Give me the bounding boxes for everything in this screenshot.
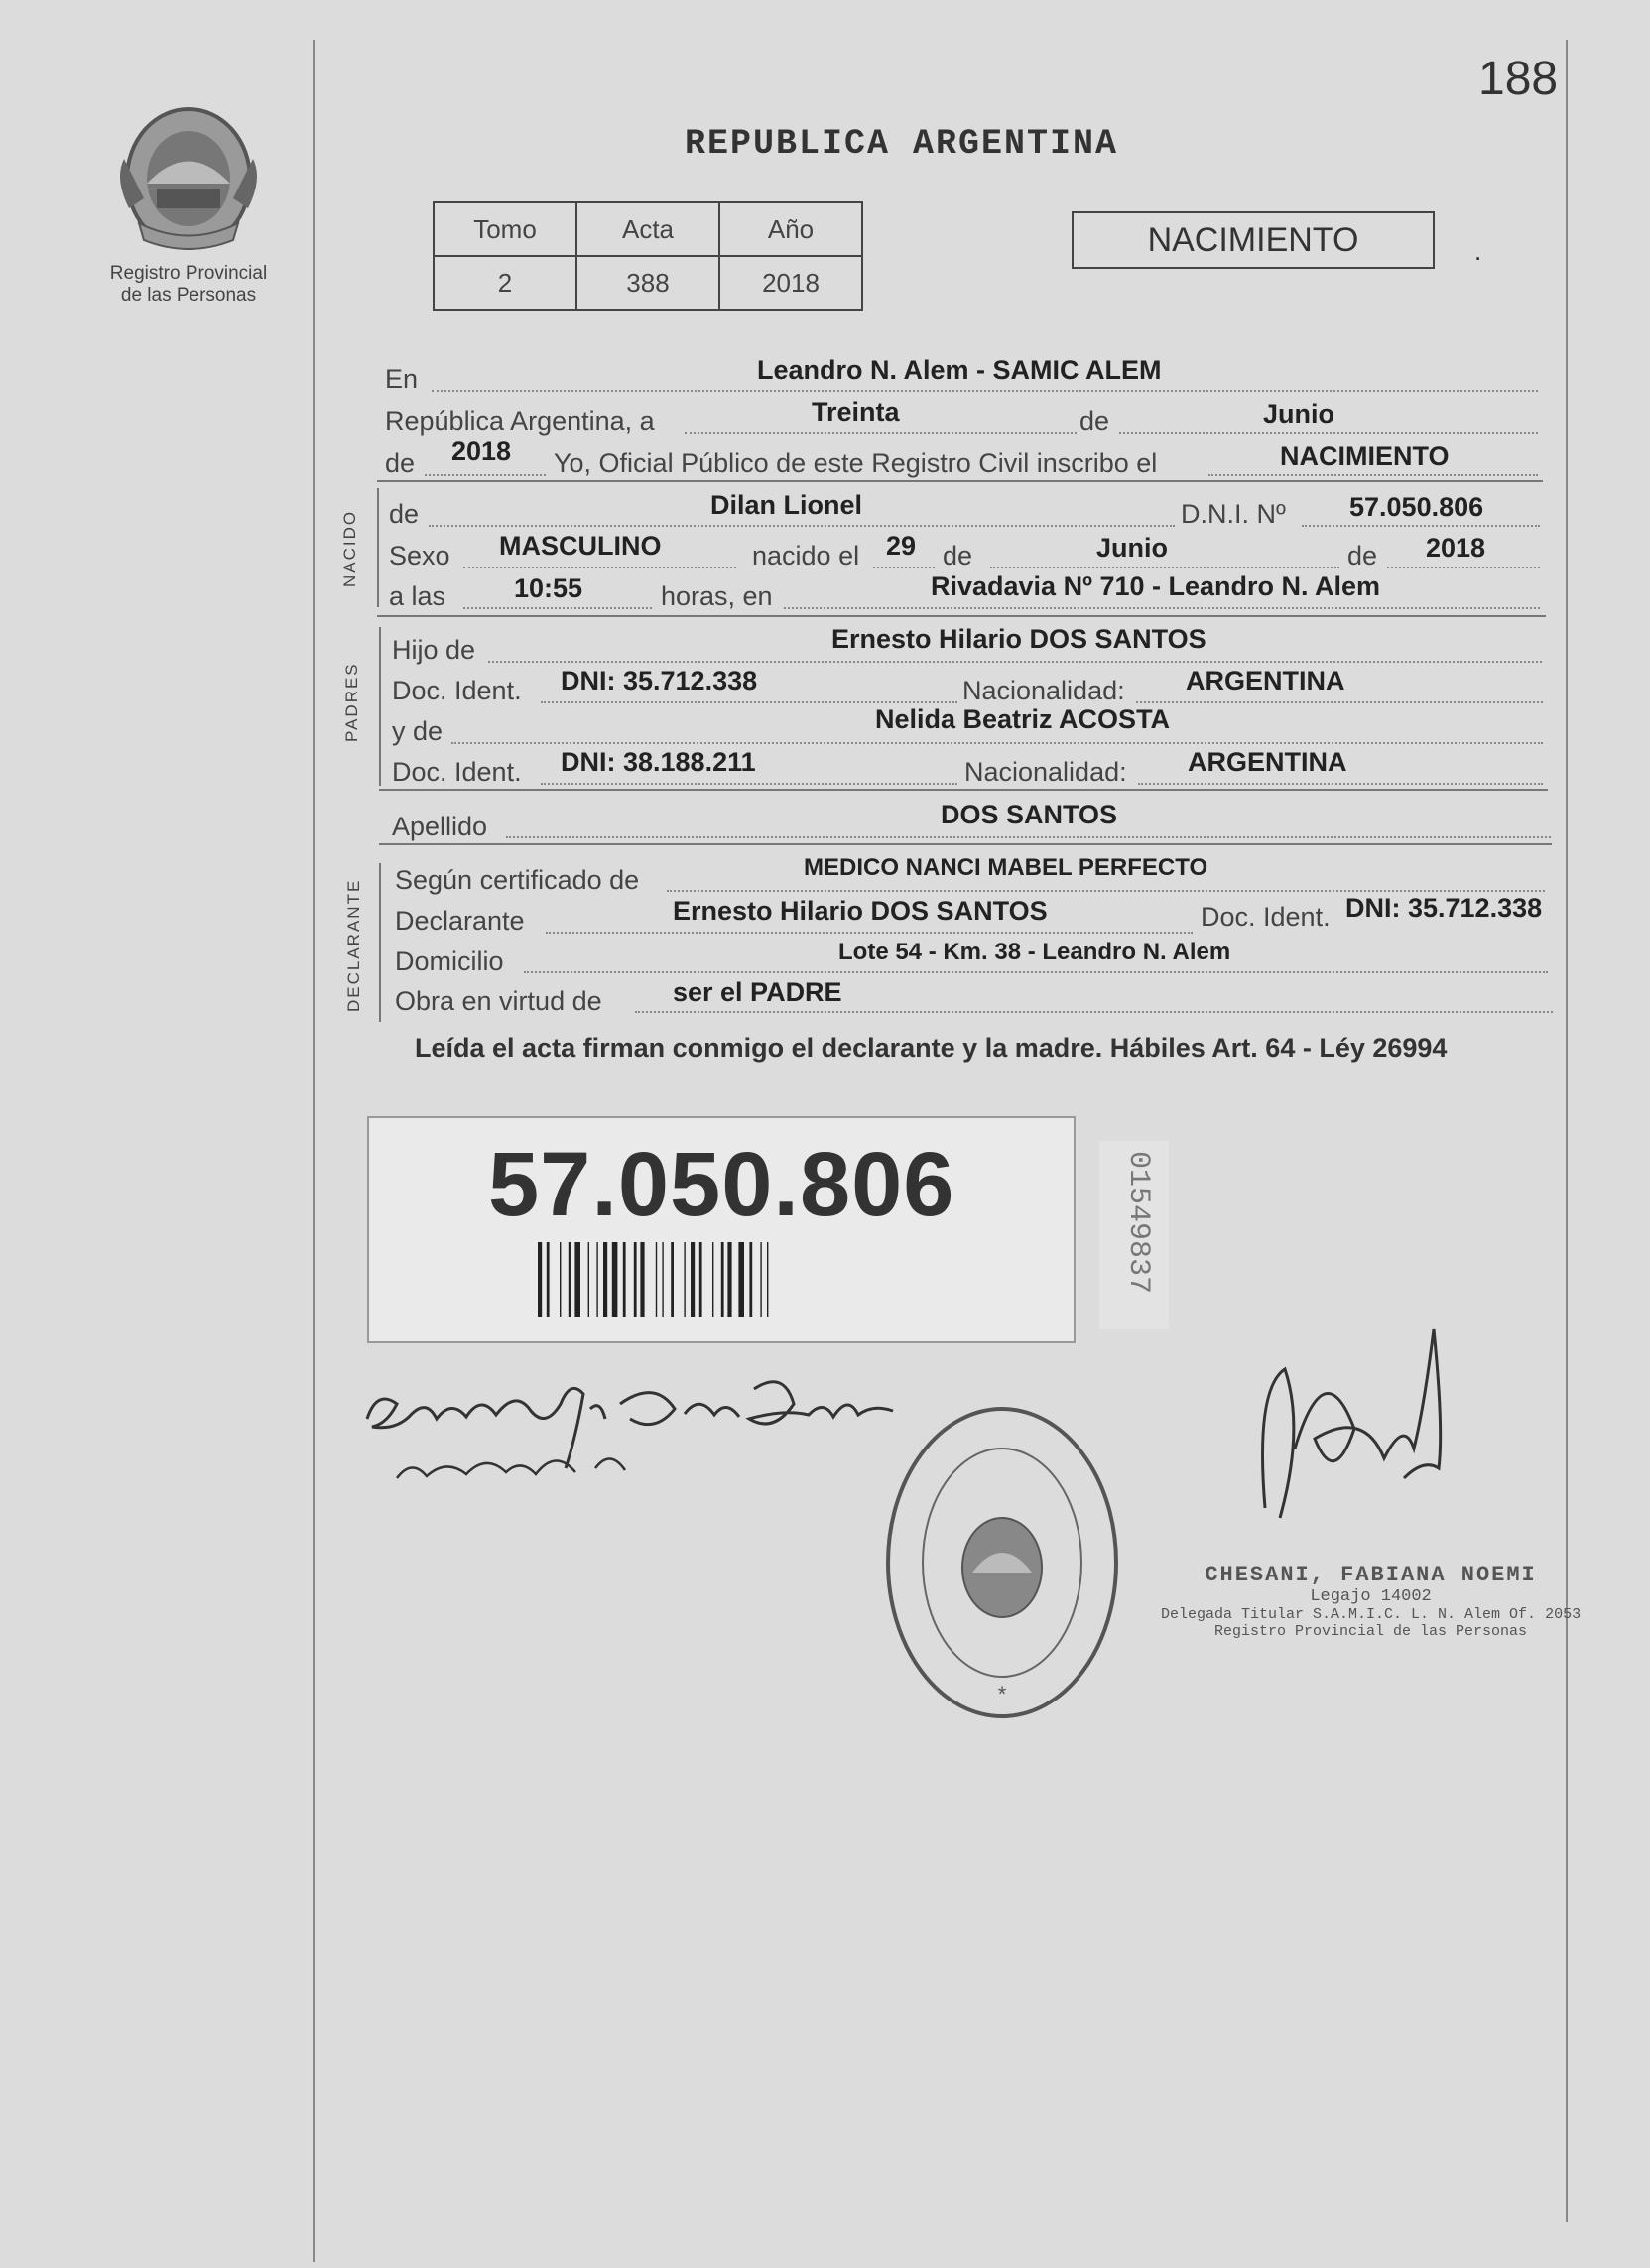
address-dotted-line — [524, 971, 1548, 973]
birth-year-value: 2018 — [1426, 533, 1486, 563]
signer-name: CHESANI, FABIANA NOEMI — [1205, 1563, 1537, 1587]
barcode-bar — [671, 1242, 674, 1317]
anio-header: Año — [719, 202, 862, 256]
document-title: REPUBLICA ARGENTINA — [685, 124, 1119, 164]
barcode-bar — [712, 1242, 713, 1317]
declarant-doc-value: DNI: 35.712.338 — [1345, 893, 1543, 923]
registry-caption-line1: Registro Provincial — [109, 263, 268, 284]
capacity-dotted-line — [635, 1011, 1553, 1013]
barcode-bar — [588, 1242, 589, 1317]
page-number: 188 — [1478, 53, 1559, 105]
nacido-section-line — [377, 488, 379, 607]
birth-day-value: 29 — [886, 531, 917, 561]
day-dotted-line — [685, 432, 1077, 434]
apellido-dotted-line — [506, 836, 1551, 838]
nacido-de-label-2: de — [943, 541, 973, 570]
place-value: Leandro N. Alem - SAMIC ALEM — [757, 355, 1162, 385]
official-registry-seal — [883, 1404, 1121, 1721]
month-value: Junio — [1263, 399, 1334, 429]
republica-label: República Argentina, a — [385, 406, 655, 436]
en-dotted-line — [432, 390, 1538, 392]
father-nat-label: Nacionalidad: — [962, 676, 1125, 705]
en-label: En — [385, 364, 419, 394]
record-type-box: NACIMIENTO — [1072, 211, 1435, 269]
declarant-doc-label: Doc. Ident. — [1201, 902, 1331, 932]
barcode-bar — [538, 1242, 542, 1317]
father-value: Ernesto Hilario DOS SANTOS — [831, 624, 1206, 654]
barcode-bar — [596, 1242, 597, 1317]
closing-text: Leída el acta firman conmigo el declarante y la madre. Hábiles Art. 64 - Léy 26994 — [415, 1033, 1448, 1063]
dni-dotted-line — [1302, 525, 1540, 527]
barcode-bar — [603, 1242, 607, 1317]
barcode-bar — [738, 1242, 744, 1317]
mother-doc-value: DNI: 38.188.211 — [561, 747, 756, 777]
time-dotted-line — [463, 607, 652, 609]
barcode-bar — [760, 1242, 761, 1317]
apellido-label: Apellido — [392, 812, 488, 841]
padres-section-line — [379, 627, 381, 786]
dni-label: D.N.I. Nº — [1181, 499, 1286, 529]
barcode-bar — [569, 1242, 571, 1317]
mother-doc-dotted-line — [541, 783, 957, 785]
svg-text:*: * — [997, 1682, 1007, 1706]
barcode-bar — [560, 1242, 561, 1317]
birth-place-dotted-line — [784, 607, 1540, 609]
signer-block — [1161, 1563, 1581, 1640]
y-de-label: y de — [392, 716, 444, 746]
barcode-bar — [727, 1242, 731, 1317]
child-dni-value: 57.050.806 — [1349, 492, 1484, 522]
birth-year-dotted-line — [1387, 567, 1540, 568]
mother-nat-dotted-line — [1138, 783, 1543, 785]
nacido-divider — [377, 615, 1546, 617]
left-margin-rule — [313, 40, 315, 2262]
father-doc-label: Doc. Ident. — [392, 676, 522, 705]
event-dotted-line — [1208, 474, 1538, 476]
father-nat-dotted-line — [1136, 701, 1543, 703]
signer-registry: Registro Provincial de las Personas — [1214, 1623, 1528, 1640]
father-doc-dotted-line — [541, 701, 957, 703]
declarante-section-line — [379, 863, 381, 1022]
officer-text: Yo, Oficial Público de este Registro Civil inscribo el — [554, 448, 1158, 478]
year-dotted-line — [425, 474, 546, 476]
acta-value: 388 — [576, 256, 719, 310]
signer-legajo: Legajo 14002 — [1310, 1587, 1432, 1606]
month-dotted-line — [1119, 432, 1538, 434]
day-value: Treinta — [812, 397, 900, 427]
acta-header: Acta — [576, 202, 719, 256]
barcode-bar — [574, 1242, 580, 1317]
barcode-bar — [662, 1242, 663, 1317]
tomo-header: Tomo — [434, 202, 576, 256]
mother-nat-label: Nacionalidad: — [964, 757, 1127, 787]
sex-value: MASCULINO — [499, 531, 662, 561]
sticker-dni-number: 57.050.806 — [488, 1134, 955, 1235]
declarant-value: Ernesto Hilario DOS SANTOS — [673, 896, 1048, 926]
tomo-value: 2 — [434, 256, 576, 310]
sex-dotted-line — [463, 567, 736, 568]
apellido-value: DOS SANTOS — [941, 800, 1118, 829]
apellido-divider — [379, 843, 1552, 845]
capacity-value: ser el PADRE — [673, 977, 842, 1007]
birth-month-dotted-line — [990, 567, 1339, 568]
barcode-bar — [721, 1242, 724, 1317]
de-label-2: de — [385, 448, 416, 478]
declarant-signature — [357, 1349, 913, 1508]
domicilio-label: Domicilio — [395, 946, 504, 976]
padres-section-label: PADRES — [342, 662, 361, 742]
cert-label: Según certificado de — [395, 865, 640, 895]
serial-sticker — [1099, 1141, 1169, 1329]
record-type-dot: . — [1474, 236, 1482, 266]
serial-number: 01549837 — [1121, 1151, 1155, 1295]
body-divider — [377, 480, 1543, 482]
dni-sticker — [367, 1116, 1076, 1343]
officer-signature — [1245, 1310, 1463, 1548]
barcode-bar — [656, 1242, 657, 1317]
child-name-value: Dilan Lionel — [710, 490, 863, 520]
barcode-bar — [640, 1242, 644, 1317]
birth-place-value: Rivadavia Nº 710 - Leandro N. Alem — [931, 571, 1381, 601]
name-dotted-line — [429, 525, 1175, 527]
registry-caption-line2: de las Personas — [120, 285, 257, 306]
nacido-de-label-3: de — [1347, 541, 1378, 570]
barcode-bar — [767, 1242, 768, 1317]
nacido-section-label: NACIDO — [340, 509, 359, 587]
sexo-label: Sexo — [389, 541, 450, 570]
signer-role: Delegada Titular S.A.M.I.C. L. N. Alem Of. 2053 — [1161, 1606, 1582, 1623]
event-value: NACIMIENTO — [1280, 441, 1450, 471]
horas-label: horas, en — [661, 581, 773, 611]
barcode-bar — [612, 1242, 618, 1317]
declarant-dotted-line — [546, 932, 1193, 934]
mother-doc-label: Doc. Ident. — [392, 757, 522, 787]
certificate-value: MEDICO NANCI MABEL PERFECTO — [804, 854, 1208, 881]
padres-divider — [379, 789, 1548, 791]
nacido-de-label: de — [389, 499, 420, 529]
anio-value: 2018 — [719, 256, 862, 310]
registry-caption — [94, 263, 283, 307]
time-value: 10:55 — [514, 573, 583, 603]
barcode-bar — [749, 1242, 752, 1317]
father-dotted-line — [488, 661, 1542, 663]
a-las-label: a las — [389, 581, 446, 611]
mother-value: Nelida Beatriz ACOSTA — [875, 704, 1171, 734]
birth-day-dotted-line — [873, 567, 935, 568]
misiones-coat-of-arms-logo — [109, 99, 268, 258]
declarante-label: Declarante — [395, 906, 525, 936]
declarante-section-label: DECLARANTE — [344, 878, 363, 1012]
barcode-bar — [691, 1242, 695, 1317]
nacido-el-label: nacido el — [752, 541, 860, 570]
mother-dotted-line — [451, 742, 1543, 744]
address-value: Lote 54 - Km. 38 - Leandro N. Alem — [838, 939, 1231, 965]
right-margin-rule — [1566, 40, 1568, 2222]
barcode-graphic — [538, 1242, 935, 1317]
cert-dotted-line — [667, 890, 1545, 892]
barcode-bar — [547, 1242, 550, 1317]
year-value: 2018 — [451, 437, 512, 466]
obra-label: Obra en virtud de — [395, 986, 602, 1016]
record-number-table — [433, 201, 863, 311]
barcode-bar — [623, 1242, 626, 1317]
father-doc-value: DNI: 35.712.338 — [561, 666, 758, 695]
mother-nat-value: ARGENTINA — [1188, 747, 1347, 777]
birth-month-value: Junio — [1096, 533, 1168, 563]
father-nat-value: ARGENTINA — [1186, 666, 1345, 695]
barcode-bar — [634, 1242, 637, 1317]
barcode-bar — [699, 1242, 702, 1317]
de-label-1: de — [1079, 406, 1110, 436]
barcode-bar — [684, 1242, 685, 1317]
hijo-de-label: Hijo de — [392, 635, 476, 665]
